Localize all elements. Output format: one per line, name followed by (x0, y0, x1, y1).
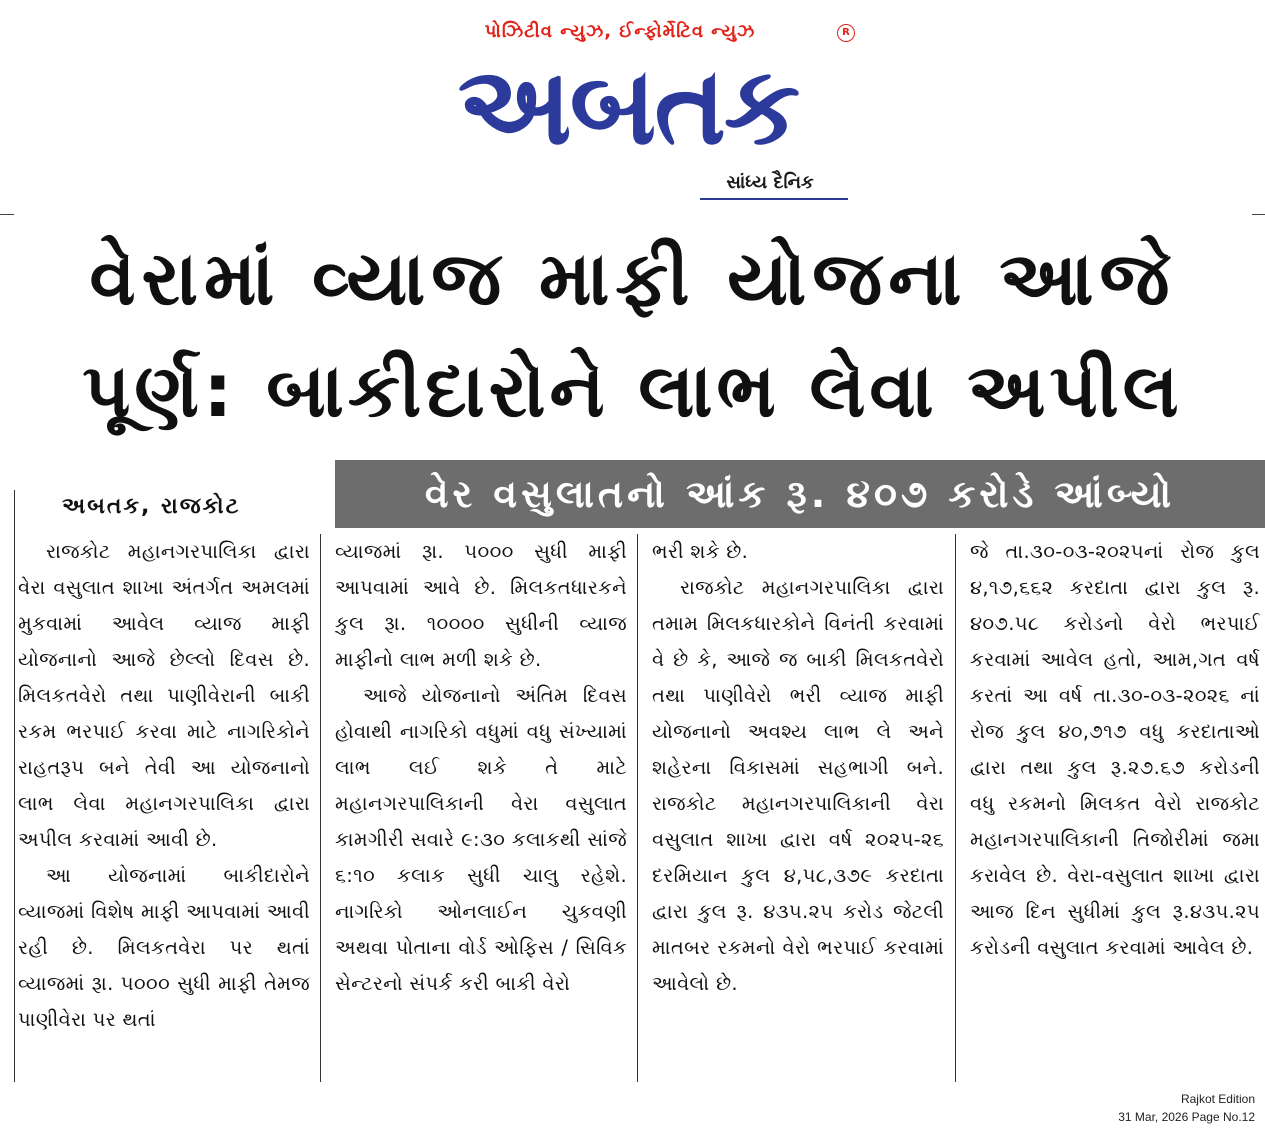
article-column-4 (970, 534, 1260, 1086)
column-divider (14, 490, 15, 1082)
subheadline: વેર વસુલાતનો આંક રૂ. ૪૦૭ કરોડે આંબ્યો (424, 472, 1176, 516)
paragraph: આ યોજનામાં બાકીદારોને વ્યાજમાં વિશેષ માફી આપવામાં આવી રહી છે. મિલકતવેરા પર થતાં વ્યાજમાં રૂા. ૫૦૦૦ સુધી માફી તેમજ પાણીવેરા પર થતાં (18, 864, 310, 1031)
byline: અબતક, રાજકોટ (62, 494, 241, 519)
column-divider (955, 534, 956, 1082)
headline-line-1: વેરામાં વ્યાજ માફી યોજના આજે (89, 236, 1176, 322)
registered-mark-icon: R (837, 24, 855, 42)
masthead (405, 18, 855, 204)
headline-line-2: પૂર્ણ: બાકીદારોને લાભ લેવા અપીલ (82, 348, 1183, 434)
date-page: 31 Mar, 2026 Page No.12 (1118, 1110, 1255, 1124)
newspaper-logo: અબતક (457, 44, 799, 169)
edition-name: Rajkot Edition (1180, 1092, 1255, 1106)
header-rule-left (0, 214, 14, 215)
logo-underline (700, 198, 848, 200)
paragraph: જે તા.૩૦-૦૩-૨૦૨૫નાં રોજ કુલ ૪,૧૭,૬૬૨ કરદાતા દ્વારા કુલ રૂ. ૪૦૭.૫૮ કરોડનો વેરો ભરપાઈ કરવામાં આવેલ હતો, આમ,ગત વર્ષ કરતાં આ વર્ષ તા.૩૦-૦૩-૨૦૨૬ નાં રોજ કુલ ૪૦,૭૧૭ વધુ કરદાતાઓ દ્વારા તથા કુલ રૂ.૨૭.૬૭ કરોડની વધુ રકમનો મિલકત વેરો રાજકોટ મહાનગરપાલિકાની તિજોરીમાં જમા કરાવેલ છે. વેરા-વસુલાત શાખા દ્વારા આજ દિન સુધીમાં કુલ રૂ.૪૩૫.૨૫ કરોડની વસુલાત કરવામાં આવેલ છે. (970, 540, 1260, 959)
subheadline-bar (335, 460, 1265, 528)
column-divider (320, 534, 321, 1082)
paragraph: ભરી શકે છે. (652, 540, 749, 563)
article-column-3 (652, 534, 944, 1086)
article-column-2 (335, 534, 627, 1086)
paragraph: રાજકોટ મહાનગરપાલિકા દ્વારા તમામ મિલકધારકોને વિનંતી કરવામાં વે છે કે, આજે જ બાકી મિલકતવેરો તથા પાણીવેરો ભરી વ્યાજ માફી યોજનાનો અવશ્ય લાભ લે અને શહેરના વિકાસમાં સહભાગી બને. રાજકોટ મહાનગરપાલિકાની વેરા વસુલાત શાખા દ્વારા વર્ષ ૨૦૨૫-૨૬ દરમિયાન કુલ ૪,૫૮,૩૭૯ કરદાતા દ્વારા કુલ રૂ. ૪૩૫.૨૫ કરોડ જેટલી માતબર રકમનો વેરો ભરપાઈ કરવામાં આવેલો છે. (652, 576, 944, 995)
paragraph: રાજકોટ મહાનગરપાલિકા દ્વારા વેરા વસુલાત શાખા અંતર્ગત અમલમાં મુકવામાં આવેલ વ્યાજ માફી યોજનાનો આજે છેલ્લો દિવસ છે. મિલકતવેરો તથા પાણીવેરાની બાકી રકમ ભરપાઈ કરવા માટે નાગરિકોને રાહતરૂપ બને તેવી આ યોજનાનો લાભ લેવા મહાનગરપાલિકા દ્વારા અપીલ કરવામાં આવી છે. (18, 540, 310, 851)
column-divider (637, 534, 638, 1082)
logo-subtitle: સાંધ્ય દૈનિક (726, 172, 814, 193)
header-rule-right (1252, 214, 1265, 215)
paragraph: વ્યાજમાં રૂા. ૫૦૦૦ સુધી માફી આપવામાં આવે છે. મિલકતધારકને કુલ રૂા. ૧૦૦૦૦ સુધીની વ્યાજ માફીનો લાભ મળી શકે છે. (335, 540, 627, 671)
article-column-1 (18, 534, 310, 1086)
masthead-tagline: પોઝિટીવ ન્યુઝ, ઈન્ફોર્મેટિવ ન્યુઝ (484, 21, 756, 42)
paragraph: આજે યોજનાનો અંતિમ દિવસ હોવાથી નાગરિકો વધુમાં વધુ સંખ્યામાં લાભ લઈ શકે તે માટે મહાનગરપાલિકાની વેરા વસુલાત કામગીરી સવારે ૯:૩૦ કલાકથી સાંજે ૬:૧૦ કલાક સુધી ચાલુ રહેશે. નાગરિકો ઓનલાઈન ચુકવણી અથવા પોતાના વોર્ડ ઓફિસ / સિવિક સેન્ટરનો સંપર્ક કરી બાકી વેરો (335, 684, 627, 995)
edition-info (1118, 1090, 1255, 1126)
